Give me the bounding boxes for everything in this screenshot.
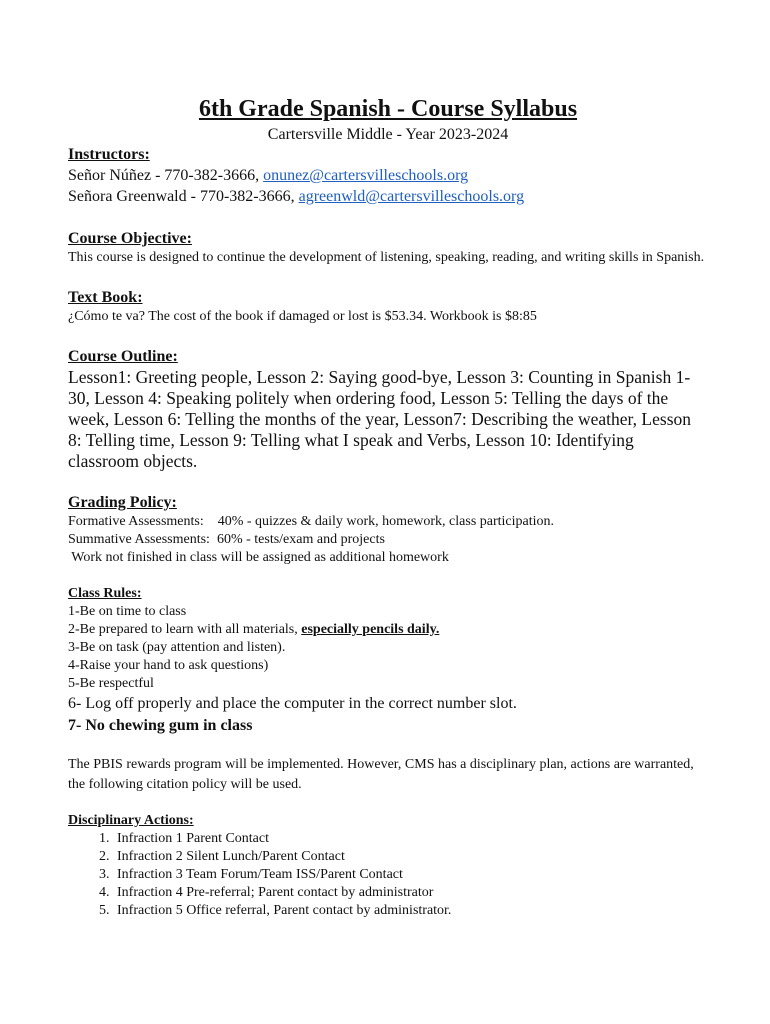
- grading-note: Work not finished in class will be assigned as additional homework: [68, 550, 449, 565]
- rule-2: [68, 621, 708, 639]
- rules-section: [68, 585, 708, 737]
- instructor-1-text: Señor Núñez - 770-382-3666,: [68, 167, 264, 184]
- list-item: 4. Infraction 4 Pre-referral; Parent contact by administrator: [113, 884, 708, 902]
- list-item: 1. Infraction 1 Parent Contact: [113, 830, 708, 848]
- pbis-section: [68, 755, 708, 795]
- outline-text: Lesson1: Greeting people, Lesson 2: Saying good-bye, Lesson 3: Counting in Spanish 1-30, Lesson 4: Speaking politely when ordering food, Lesson 5: Telling the days of the week, Lesson 6: Telling the months of the year, Lesson7: Describing the weather, Lesson 8: Telling time, Lesson 9: Telling what I speak and Verbs, Lesson 10: Identifying classroom objects.: [68, 367, 692, 471]
- list-item: 5. Infraction 5 Office referral, Parent contact by administrator.: [113, 902, 708, 920]
- rule-5: 5-Be respectful: [68, 676, 154, 691]
- instructors-section: [68, 145, 708, 207]
- list-item: 3. Infraction 3 Team Forum/Team ISS/Parent Contact: [113, 866, 708, 884]
- instructor-2-text: Señora Greenwald - 770-382-3666,: [68, 188, 299, 205]
- rule-6: 6- Log off properly and place the computer in the correct number slot.: [68, 695, 517, 712]
- disciplinary-heading: Disciplinary Actions:: [68, 813, 194, 828]
- rule-2-text: 2-Be prepared to learn with all materials,: [68, 622, 302, 637]
- list-item: 2. Infraction 2 Silent Lunch/Parent Contact: [113, 848, 708, 866]
- page-title: 6th Grade Spanish - Course Syllabus: [198, 96, 578, 122]
- rule-2-emphasis: especially pencils daily.: [301, 622, 440, 637]
- pbis-text: The PBIS rewards program will be implemented. However, CMS has a disciplinary plan, actions are warranted, the following citation policy will be used.: [68, 757, 694, 792]
- rule-4: 4-Raise your hand to ask questions): [68, 658, 269, 673]
- syllabus-page: [68, 94, 708, 920]
- outline-section: [68, 347, 708, 472]
- grading-heading: Grading Policy:: [68, 494, 177, 511]
- textbook-heading: Text Book:: [68, 289, 143, 306]
- instructor-2-email-link[interactable]: agreenwld@cartersvilleschools.org: [298, 188, 525, 205]
- instructor-1-email-link[interactable]: onunez@cartersvilleschools.org: [263, 167, 469, 184]
- instructor-2: [68, 186, 708, 207]
- grading-section: [68, 493, 708, 567]
- textbook-section: [68, 288, 708, 326]
- instructors-heading: Instructors:: [68, 146, 150, 163]
- outline-heading: Course Outline:: [68, 348, 178, 365]
- rule-7: 7- No chewing gum in class: [68, 717, 253, 734]
- grading-summative: Summative Assessments: 60% - tests/exam and projects: [68, 532, 385, 547]
- objective-text: This course is designed to continue the development of listening, speaking, reading, and writing skills in Spanish.: [68, 250, 705, 265]
- objective-heading: Course Objective:: [68, 230, 192, 247]
- rule-3: 3-Be on task (pay attention and listen).: [68, 640, 286, 655]
- disciplinary-section: [68, 812, 708, 920]
- disciplinary-list: [68, 830, 708, 920]
- textbook-text: ¿Cómo te va? The cost of the book if damaged or lost is $53.34. Workbook is $8:85: [68, 309, 537, 324]
- page-subtitle: Cartersville Middle - Year 2023-2024: [267, 126, 509, 143]
- instructor-1: [68, 165, 708, 186]
- grading-formative: Formative Assessments: 40% - quizzes & daily work, homework, class participation.: [68, 514, 555, 529]
- objective-section: [68, 229, 708, 267]
- rule-1: 1-Be on time to class: [68, 604, 187, 619]
- rules-heading: Class Rules:: [68, 586, 142, 601]
